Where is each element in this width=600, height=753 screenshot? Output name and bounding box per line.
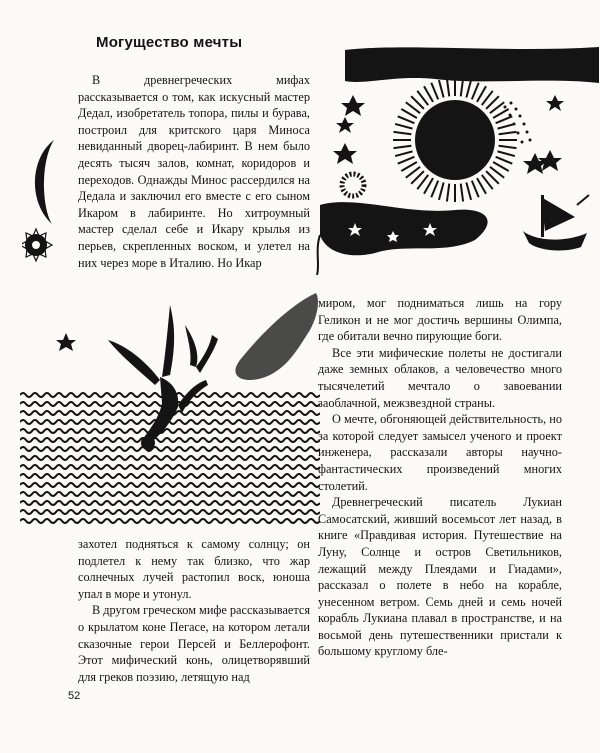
left-margin-illustration — [22, 140, 72, 280]
sun-ray — [394, 132, 412, 134]
sun-ray — [424, 178, 433, 194]
sun-ray — [472, 83, 479, 100]
sun-ray — [496, 157, 513, 164]
sun-ray — [439, 183, 444, 200]
cloud-icon — [235, 293, 318, 380]
wave-line — [20, 429, 320, 433]
paragraph: миром, мог подниматься лишь на гору Геликон и не мог достичь вершины Олимпа, где обитали вечно пирующие боги. — [318, 296, 562, 344]
wave-line — [20, 456, 320, 460]
paragraph: Древнегреческий писатель Лукиан Самосатский, живший восемьсот лет назад, в книге «Правдивая история. Путешествие на Луну, Солнце и остров Светильников, лежащий между Плеядами и Гиадами», рассказал о полете в небо на корабле, унесенном ветром. Семь дней и семь ночей корабль Лукиана плавал в пространстве, и на восьмой день путешественники пристали к большому круглому бле- — [318, 495, 562, 659]
page-number: 52 — [68, 690, 81, 702]
paragraph: Все эти мифические полеты не достигали даже земных облаков, а человечество много тысячелетий мечтало о завоевании заоблачной, межзвездной страны. — [318, 345, 562, 410]
star-icon — [56, 333, 76, 351]
text-column-right — [318, 295, 562, 660]
star-burst-icon — [22, 229, 52, 261]
sun-ray — [498, 124, 515, 129]
icarus-figure — [108, 305, 218, 450]
wave-line — [20, 492, 320, 496]
sun-ray — [477, 178, 486, 194]
icarus-illustration — [20, 285, 320, 533]
text-column-bottom — [78, 536, 310, 685]
wave-line — [20, 501, 320, 505]
text-column-top — [78, 72, 310, 271]
sun-ray — [477, 86, 486, 102]
wave-line — [20, 438, 320, 442]
wave-line — [20, 447, 320, 451]
wave-line — [20, 510, 320, 514]
sun-ray — [498, 151, 515, 156]
sun-icon — [393, 78, 517, 202]
sun-ray — [431, 181, 438, 198]
paragraph: В другом греческом мифе рассказывается о крылатом коне Пегасе, на котором летали сказочные герои Персей и Беллерофонт. Этот мифический конь, олицетворявший для греков поэзию, летящую над — [78, 603, 310, 684]
star-burst-icon — [342, 174, 364, 196]
sun-ray — [394, 146, 412, 148]
sun-ray — [499, 132, 517, 134]
sun-ray — [401, 109, 417, 118]
paragraph: В древнегреческих мифах рассказывается о том, как искусный мастер Дедал, изобретатель топора, пилы и бурава, построил для критского царя Миноса невиданный дворец-лабиринт. В нем было десять тысяч залов, комнат, коридоров и переходов. Однажды Минос рассердился на Дедала и заключил его вместе с его сыном Икаром в лабиринте. Но хитроумный мастер сделал себе и Икару крылья из перьев, скрепленных воском, и улетел на них через море в Италию. Но Икар — [78, 73, 310, 270]
ship-icon — [523, 195, 589, 250]
paragraph: О мечте, обгоняющей действительность, но за которой следует замысел ученого и проект инженера, рассказали авторы научно-фантастических произведений многих столетий. — [318, 412, 562, 493]
wave-line — [20, 474, 320, 478]
wave-line — [20, 519, 320, 523]
wave-line — [20, 483, 320, 487]
sun-ray — [472, 181, 479, 198]
page-title: Могущество мечты — [96, 34, 243, 51]
sun-ray — [395, 151, 412, 156]
sun-ray — [398, 116, 415, 123]
sun-ray — [447, 79, 449, 97]
sun-ray — [461, 184, 463, 202]
sun-and-sky-illustration — [315, 45, 600, 275]
sun-ray — [466, 183, 471, 200]
sun-ray — [439, 80, 444, 97]
sun-ray — [401, 162, 417, 171]
sun-ray — [398, 157, 415, 164]
sun-ray — [493, 162, 509, 171]
crescent-moon-icon — [35, 140, 54, 224]
wave-line — [20, 465, 320, 469]
sun-ray — [431, 83, 438, 100]
sun-ray — [461, 79, 463, 97]
sun-ray — [493, 109, 509, 118]
sun-ray — [424, 86, 433, 102]
cloud-icon — [317, 202, 488, 275]
sun-ray — [466, 80, 471, 97]
sun-ray — [499, 146, 517, 148]
sun-ray — [496, 116, 513, 123]
sun-ray — [395, 124, 412, 129]
sun-ray — [447, 184, 449, 202]
paragraph: захотел подняться к самому солнцу; он подлетел к нему так близко, что жар солнечных лучей растопил воск, юноша упал в море и утонул. — [78, 537, 310, 601]
